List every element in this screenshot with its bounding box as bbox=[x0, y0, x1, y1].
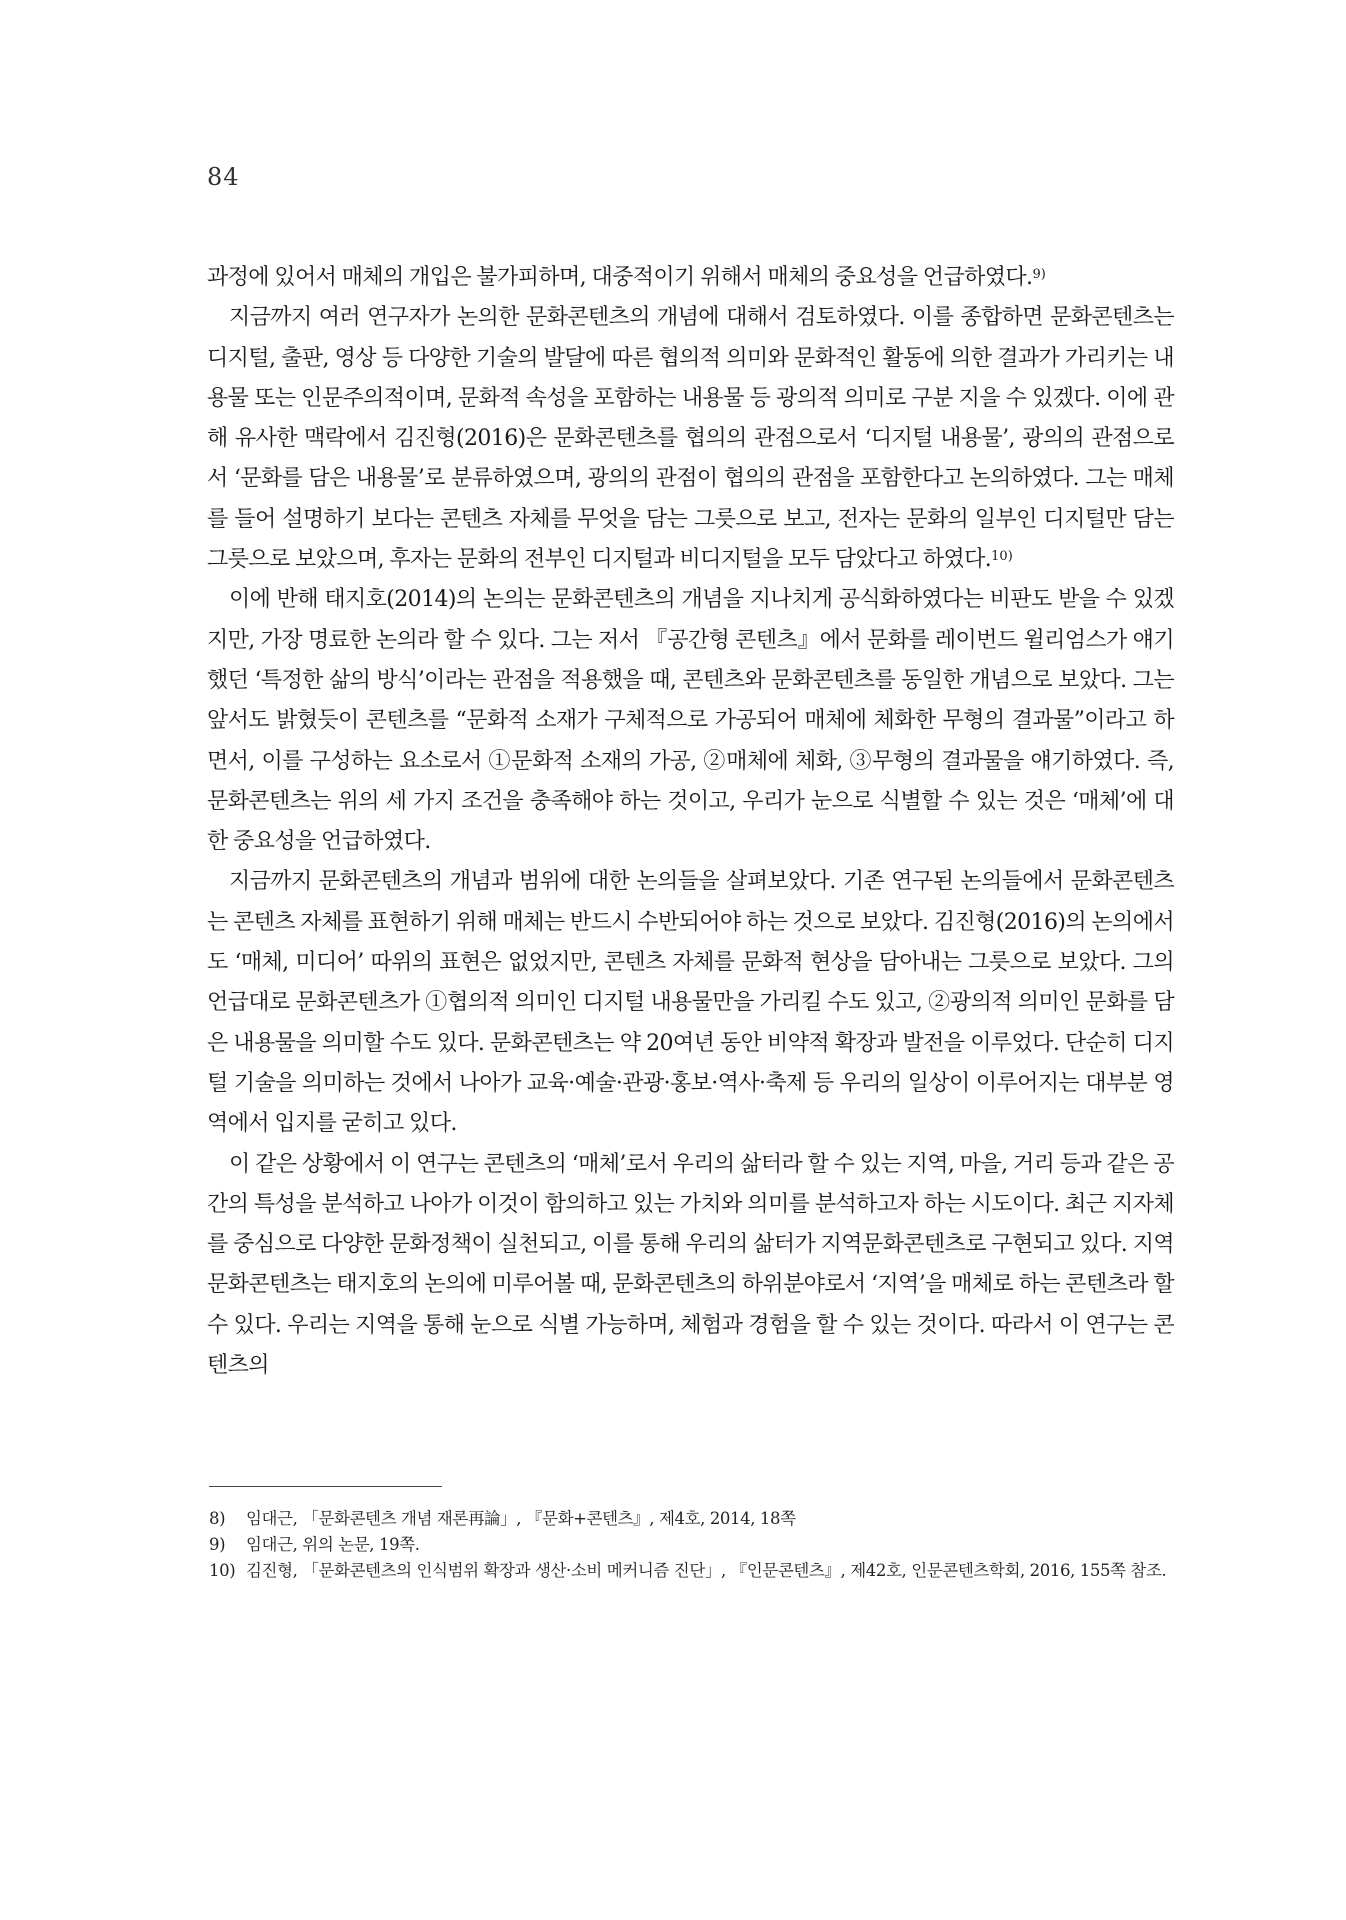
footnote bbox=[209, 1506, 1174, 1532]
paragraph bbox=[207, 580, 1174, 862]
footnote bbox=[209, 1558, 1174, 1584]
paragraph-text: 이 같은 상황에서 이 연구는 콘텐츠의 ‘매체’로서 우리의 삶터라 할 수 있는 지역, 마을, 거리 등과 같은 공간의 특성을 분석하고 나아가 이것이 함의하고 있는 가치와 의미를 분석하고자 하는 시도이다. 최근 지자체를 중심으로 다양한 문화정책이 실천되고, 이를 통해 우리의 삶터가 지역문화콘텐츠로 구현되고 있다. 지역문화콘텐츠는 태지호의 논의에 미루어볼 때, 문화콘텐츠의 하위분야로서 ‘지역’을 매체로 하는 콘텐츠라 할 수 있다. 우리는 지역을 통해 눈으로 식별 가능하며, 체험과 경험을 할 수 있는 것이다. 따라서 이 연구는 콘텐츠의 bbox=[207, 1151, 1174, 1379]
paragraph bbox=[207, 1145, 1174, 1387]
footnote-ref: 9) bbox=[1032, 267, 1046, 282]
paragraph-text: 지금까지 문화콘텐츠의 개념과 범위에 대한 논의들을 살펴보았다. 기존 연구된 논의들에서 문화콘텐츠는 콘텐츠 자체를 표현하기 위해 매체는 반드시 수반되어야 하는 것으로 보았다. 김진형(2016)의 논의에서도 ‘매체, 미디어’ 따위의 표현은 없었지만, 콘텐츠 자체를 문화적 현상을 담아내는 그릇으로 보았다. 그의 언급대로 문화콘텐츠가 ①협의적 의미인 디지털 내용물만을 가리킬 수도 있고, ②광의적 의미인 문화를 담은 내용물을 의미할 수도 있다. 문화콘텐츠는 약 20여년 동안 비약적 확장과 발전을 이루었다. 단순히 디지털 기술을 의미하는 것에서 나아가 교육·예술·관광·홍보·역사·축제 등 우리의 일상이 이루어지는 대부분 영역에서 입지를 굳히고 있다. bbox=[207, 869, 1174, 1137]
paragraph-text: 이에 반해 태지호(2014)의 논의는 문화콘텐츠의 개념을 지나치게 공식화하였다는 비판도 받을 수 있겠지만, 가장 명료한 논의라 할 수 있다. 그는 저서 『공간형 콘텐츠』에서 문화를 레이번드 윌리엄스가 얘기했던 ‘특정한 삶의 방식’이라는 관점을 적용했을 때, 콘텐츠와 문화콘텐츠를 동일한 개념으로 보았다. 그는 앞서도 밝혔듯이 콘텐츠를 “문화적 소재가 구체적으로 가공되어 매체에 체화한 무형의 결과물”이라고 하면서, 이를 구성하는 요소로서 ①문화적 소재의 가공, ②매체에 체화, ③무형의 결과물을 얘기하였다. 즉, 문화콘텐츠는 위의 세 가지 조건을 충족해야 하는 것이고, 우리가 눈으로 식별할 수 있는 것은 ‘매체’에 대한 중요성을 언급하였다. bbox=[207, 587, 1174, 855]
footnote-ref: 10) bbox=[991, 549, 1013, 565]
paragraph bbox=[207, 298, 1174, 580]
footnote-text: 임대근, 「문화콘텐츠 개념 재론再論」, 『문화+콘텐츠』, 제4호, 2014, 18쪽 bbox=[246, 1509, 796, 1528]
footnote-number: 9) bbox=[209, 1535, 226, 1554]
footnote-text: 임대근, 위의 논문, 19쪽. bbox=[246, 1535, 420, 1554]
footnote-number: 10) bbox=[209, 1561, 236, 1580]
body-text bbox=[207, 258, 1174, 1386]
paragraph bbox=[207, 258, 1174, 298]
paragraph-text: 지금까지 여러 연구자가 논의한 문화콘텐츠의 개념에 대해서 검토하였다. 이를 종합하면 문화콘텐츠는 디지털, 출판, 영상 등 다양한 기술의 발달에 따른 협의적 의미와 문화적인 활동에 의한 결과가 가리키는 내용물 또는 인문주의적이며, 문화적 속성을 포함하는 내용물 등 광의적 의미로 구분 지을 수 있겠다. 이에 관해 유사한 맥락에서 김진형(2016)은 문화콘텐츠를 협의의 관점으로서 ‘디지털 내용물’, 광의의 관점으로서 ‘문화를 담은 내용물’로 분류하였으며, 광의의 관점이 협의의 관점을 포함한다고 논의하였다. 그는 매체를 들어 설명하기 보다는 콘텐츠 자체를 무엇을 담는 그릇으로 보고, 전자는 문화의 일부인 디지털만 담는 그릇으로 보았으며, 후자는 문화의 전부인 디지털과 비디지털을 모두 담았다고 하였다. bbox=[207, 305, 1174, 573]
footnote bbox=[209, 1532, 1174, 1558]
footnote-divider bbox=[209, 1486, 442, 1487]
paragraph bbox=[207, 862, 1174, 1144]
footnote-number: 8) bbox=[209, 1509, 226, 1528]
footnote-text: 김진형, 「문화콘텐츠의 인식범위 확장과 생산·소비 메커니즘 진단」, 『인문콘텐츠』, 제42호, 인문콘텐츠학회, 2016, 155쪽 참조. bbox=[246, 1561, 1167, 1580]
paragraph-text: 과정에 있어서 매체의 개입은 불가피하며, 대중적이기 위해서 매체의 중요성을 언급하였다. bbox=[207, 265, 1033, 290]
footnotes bbox=[209, 1506, 1174, 1584]
page-number: 84 bbox=[207, 163, 240, 191]
